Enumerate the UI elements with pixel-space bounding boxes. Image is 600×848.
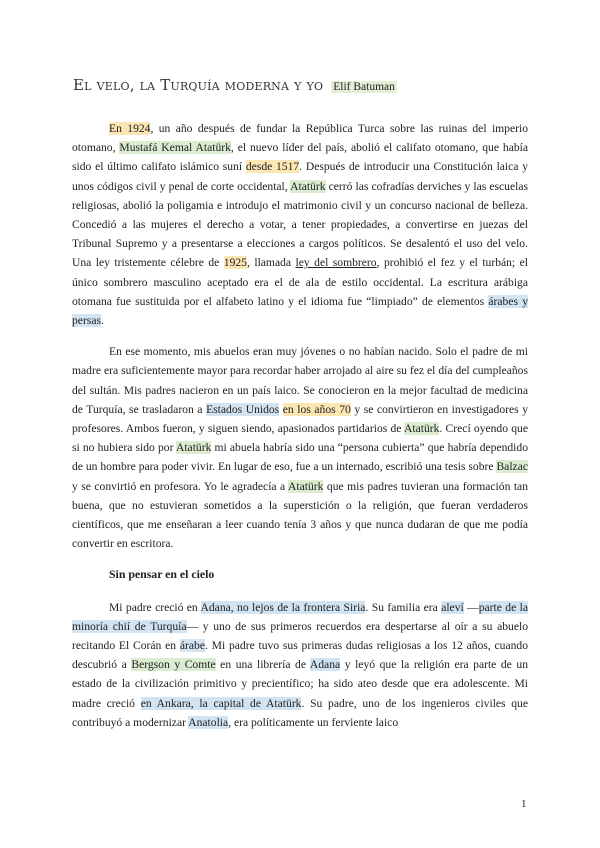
- highlight-place: Adana: [309, 658, 341, 672]
- highlight-date: En 1924: [109, 122, 151, 135]
- page-number: 1: [521, 798, 527, 810]
- highlight-person: Atatürk: [175, 441, 212, 455]
- highlight-date: desde 1517: [245, 160, 300, 174]
- underlined-term: ley del sombrero: [295, 256, 377, 270]
- highlight-place: Anatolia: [188, 715, 229, 729]
- document-body: [72, 119, 528, 744]
- highlight-person: Atatürk: [288, 479, 324, 493]
- paragraph-3: Mi padre creció en Adana, no lejos de la frontera Siria. Su familia era aleví —parte de la minoría chií de Turquía— y uno de sus primeros recuerdos era despertarse al oír a su abuelo recitando El Corán en árabe. Mi padre tuvo sus primeras dudas religiosas a los 12 años, cuando descubrió a Bergson y Comte en una librería de Adana y leyó que la religión era parte de un estado de la civilización primitivo y precientífico; ha sido ateo desde que era adolescente. Mi madre creció en Ankara, la capital de Atatürk. Su padre, uno de los ingenieros civiles que contribuyó a modernizar Anatolia, era políticamente un ferviente laico: [72, 600, 529, 729]
- highlight-date: 1925: [223, 256, 247, 270]
- highlight-person: Atatürk: [404, 422, 440, 436]
- highlight-place: aleví: [441, 600, 464, 614]
- highlight-date: en los años 70: [282, 402, 351, 416]
- highlight-place: en Ankara, la capital de Atatürk: [140, 696, 302, 710]
- highlight-place: Estados Unidos: [206, 402, 280, 416]
- paragraph-2: En ese momento, mis abuelos eran muy jóvenes o no habían nacido. Solo el padre de mi madre era suficientemente mayor para recordar haber arrojado al aire su fez el día del cumpleaños del sultán. Mis padres nacieron en un país laico. Se conocieron en la mejor facultad de medicina de Turquía, se trasladaron a Estados Unidos en los años 70 y se convirtieron en investigadores y profesores. Ambos fueron, y siguen siendo, apasionados partidarios de Atatürk. Crecí oyendo que si no hubiera sido por Atatürk mi abuela habría sido una “persona cubierta” que habría dependido de un hombre para poder vivir. En lugar de eso, fue a un internado, escribió una tesis sobre Balzac y se convirtió en profesora. Yo le agradecía a Atatürk que mis padres tuvieran una formación tan buena, que no estuvieran sometidos a la superstición o la religión, que fueran verdaderos científicos, que me enseñaran a leer cuando tenía 3 años y que nunca dudaran de que me podía convertir en escritora.: [72, 345, 529, 551]
- highlight-place: árabes y persas: [72, 294, 528, 328]
- document-title: El velo, la Turquía moderna y yo: [73, 76, 324, 94]
- highlight-person: Balzac: [496, 460, 528, 474]
- section-heading: Sin pensar en el cielo: [109, 567, 215, 582]
- highlight-person: Mustafá Kemal Atatürk: [119, 141, 231, 155]
- highlight-person: Bergson y Comte: [131, 658, 216, 672]
- highlight-place: parte de la minoría chií de Turquía: [72, 600, 528, 633]
- highlight-person: Atatürk: [290, 179, 326, 193]
- highlight-place: árabe: [179, 639, 205, 653]
- title-row: [73, 76, 533, 95]
- author-name: Elif Batuman: [333, 81, 395, 93]
- highlight-place: Adana, no lejos de la frontera Siria: [200, 600, 366, 614]
- paragraph-1: En 1924, un año después de fundar la República Turca sobre las ruinas del imperio otomano, Mustafá Kemal Atatürk, el nuevo líder del país, abolió el califato otomano, que había sido el último califato islámico suní desde 1517. Después de introducir una Constitución laica y unos códigos civil y penal de corte occidental, Atatürk cerró las cofradías derviches y las escuelas religiosas, abolió la poligamia e introdujo el matrimonio civil y un concurso nacional de belleza. Concedió a las mujeres el derecho a votar, a tener propiedades, a convertirse en juezas del Tribunal Supremo y a presentarse a elecciones a cargos políticos. Se desalentó el uso del velo. Una ley tristemente célebre de 1925, llamada ley del sombrero, prohibió el fez y el turbán; el único sombrero masculino aceptado era el de ala de estilo occidental. La escritura arábiga otomana fue sustituida por el alfabeto latino y el idioma fue “limpiado” de elementos árabes y persas.: [72, 122, 529, 328]
